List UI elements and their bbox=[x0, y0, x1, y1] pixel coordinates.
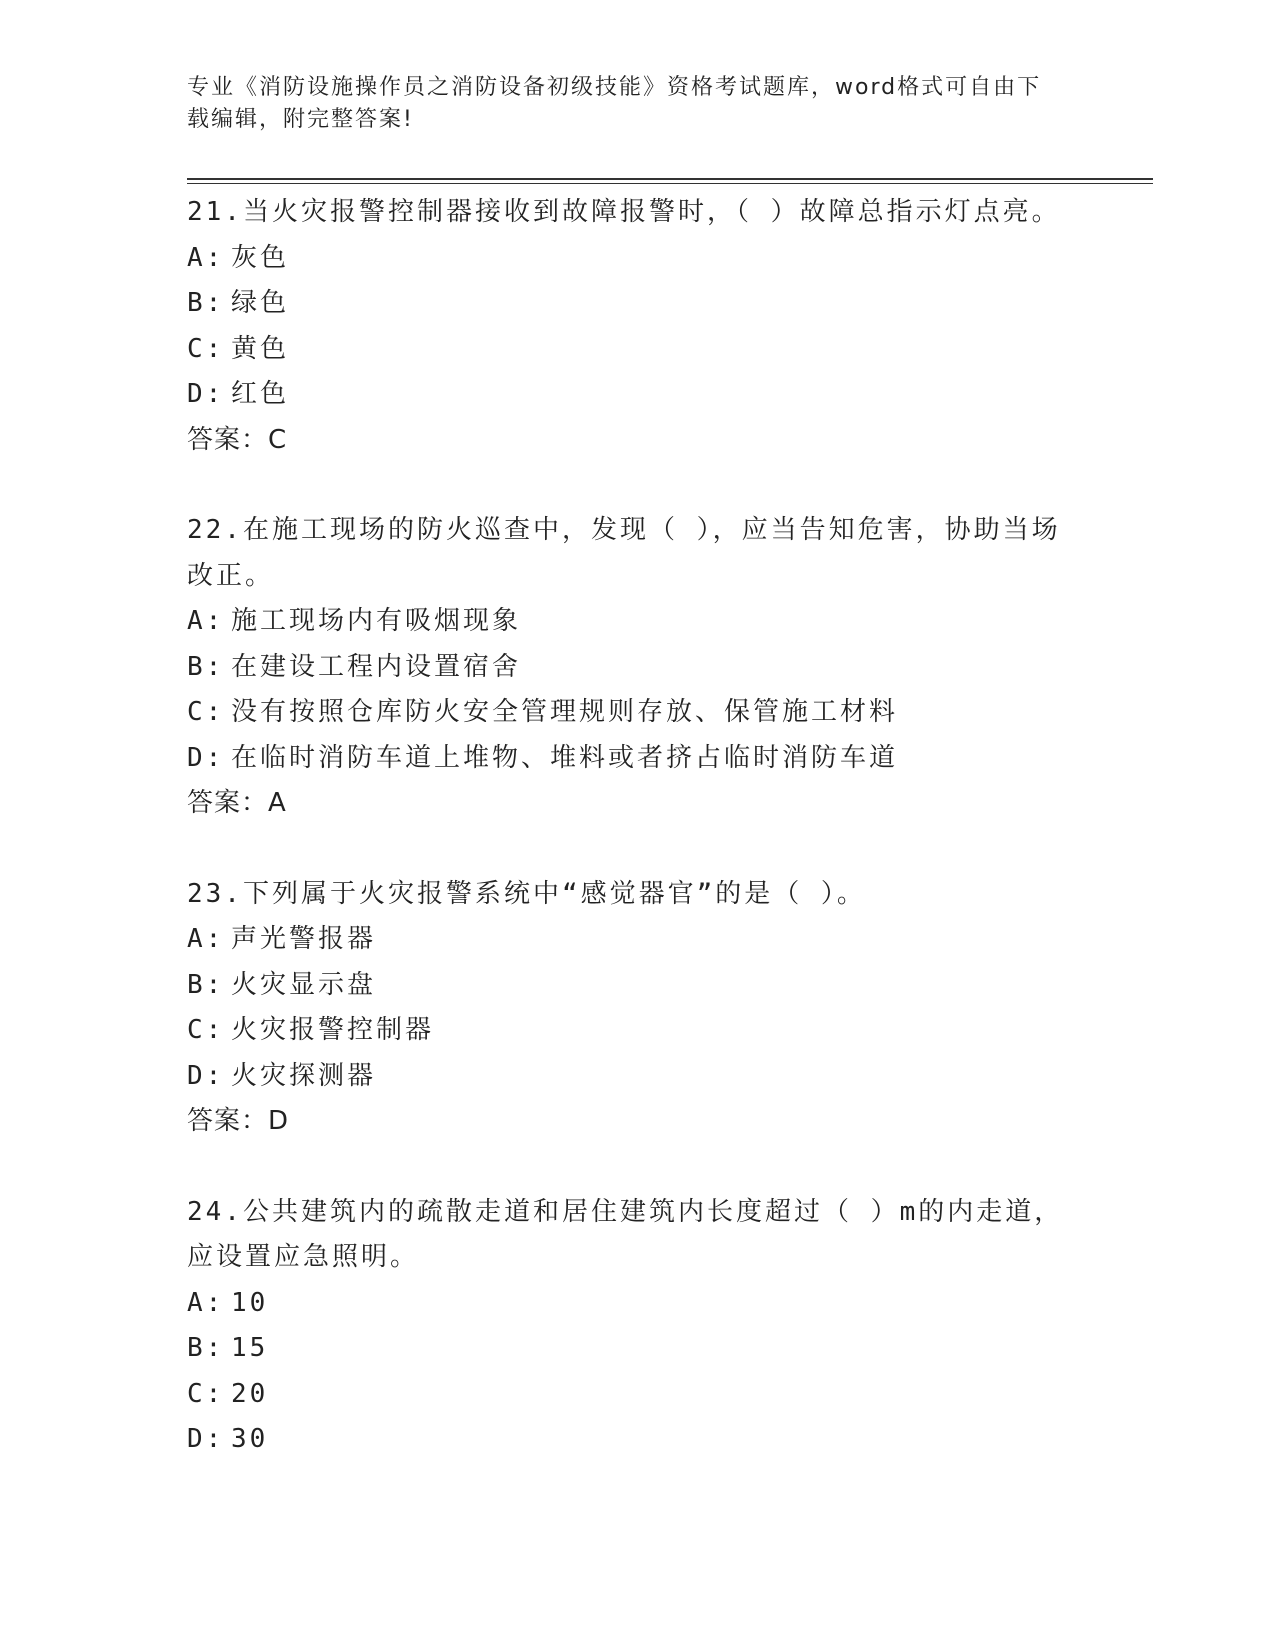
option-text: 没有按照仓库防火安全管理规则存放、保管施工材料 bbox=[231, 697, 899, 727]
header-line-2: 载编辑，附完整答案! bbox=[187, 107, 414, 132]
option-key: B: bbox=[187, 651, 225, 682]
option-text: 在临时消防车道上堆物、堆料或者挤占临时消防车道 bbox=[231, 742, 899, 773]
option-d bbox=[187, 736, 1067, 782]
question-stem-continued: 应设置应急照明。 bbox=[187, 1242, 420, 1272]
question-stem: 24.公共建筑内的疏散走道和居住建筑内长度超过（ ）m的内走道， bbox=[187, 1196, 1064, 1227]
option-d bbox=[187, 1417, 1067, 1463]
option-a bbox=[187, 917, 1067, 963]
option-key: D: bbox=[187, 1424, 225, 1454]
header-line-1: 专业《消防设施操作员之消防设备初级技能》资格考试题库，word格式可自由下 bbox=[187, 75, 1042, 100]
question-stem: 21.当火灾报警控制器接收到故障报警时，（ ）故障总指示灯点亮。 bbox=[187, 197, 1061, 227]
question-list bbox=[187, 190, 1067, 1463]
option-key: C: bbox=[187, 1378, 225, 1409]
option-d bbox=[187, 1054, 1067, 1100]
option-b bbox=[187, 963, 1067, 1009]
option-text: 灰色 bbox=[231, 242, 290, 273]
option-a bbox=[187, 1281, 1067, 1327]
option-key: B: bbox=[187, 969, 225, 1000]
option-text: 10 bbox=[231, 1287, 269, 1318]
option-text: 红色 bbox=[231, 379, 290, 409]
option-c bbox=[187, 1008, 1067, 1054]
option-text: 15 bbox=[231, 1333, 269, 1363]
option-text: 在建设工程内设置宿舍 bbox=[231, 651, 522, 682]
option-c bbox=[187, 690, 1067, 736]
header-divider-thin bbox=[187, 183, 1153, 184]
option-text: 火灾显示盘 bbox=[231, 969, 377, 1000]
option-key: A: bbox=[187, 242, 225, 273]
option-key: A: bbox=[187, 924, 225, 954]
option-key: A: bbox=[187, 1287, 225, 1318]
answer-label: 答案：A bbox=[187, 788, 287, 818]
option-key: D: bbox=[187, 1060, 225, 1091]
option-key: C: bbox=[187, 697, 225, 727]
option-text: 声光警报器 bbox=[231, 924, 377, 954]
option-b bbox=[187, 1326, 1067, 1372]
option-text: 绿色 bbox=[231, 288, 290, 318]
question-stem-continued: 改正。 bbox=[187, 560, 275, 591]
header-divider-thick bbox=[187, 178, 1153, 180]
option-key: C: bbox=[187, 1015, 225, 1045]
option-b bbox=[187, 645, 1067, 691]
option-key: A: bbox=[187, 606, 225, 636]
option-a bbox=[187, 236, 1067, 282]
question-24 bbox=[187, 1190, 1067, 1463]
option-text: 黄色 bbox=[231, 333, 290, 364]
option-c bbox=[187, 327, 1067, 373]
option-text: 火灾探测器 bbox=[231, 1060, 377, 1091]
question-21 bbox=[187, 190, 1067, 463]
option-b bbox=[187, 281, 1067, 327]
question-stem: 23.下列属于火灾报警系统中“感觉器官”的是（ ）。 bbox=[187, 878, 866, 909]
document-header bbox=[187, 72, 1057, 136]
option-c bbox=[187, 1372, 1067, 1418]
option-text: 30 bbox=[231, 1424, 269, 1454]
option-key: B: bbox=[187, 288, 225, 318]
option-text: 施工现场内有吸烟现象 bbox=[231, 606, 522, 636]
option-a bbox=[187, 599, 1067, 645]
question-23 bbox=[187, 872, 1067, 1145]
option-key: B: bbox=[187, 1333, 225, 1363]
option-key: D: bbox=[187, 379, 225, 409]
question-stem: 22.在施工现场的防火巡查中，发现（ ），应当告知危害，协助当场 bbox=[187, 515, 1061, 545]
answer-label: 答案：D bbox=[187, 1106, 290, 1136]
answer-label: 答案：C bbox=[187, 424, 288, 455]
question-22 bbox=[187, 508, 1067, 827]
option-text: 火灾报警控制器 bbox=[231, 1015, 435, 1045]
option-key: D: bbox=[187, 742, 225, 773]
option-text: 20 bbox=[231, 1378, 269, 1409]
option-d bbox=[187, 372, 1067, 418]
option-key: C: bbox=[187, 333, 225, 364]
